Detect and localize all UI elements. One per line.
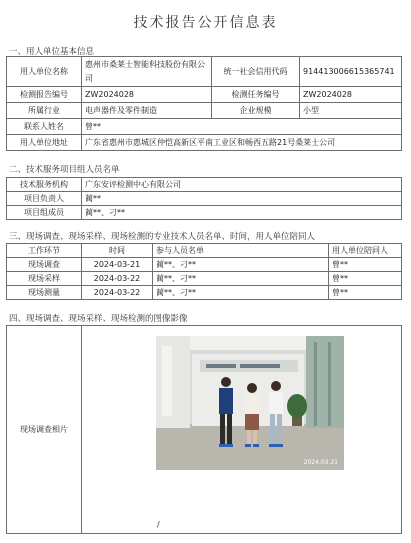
unit-info-table [6, 56, 402, 151]
credit-code-label: 统一社会信用代码 [212, 57, 300, 87]
task-no-label: 检测任务编号 [212, 87, 300, 103]
table-row [7, 286, 402, 300]
report-no-label: 检测报告编号 [7, 87, 82, 103]
scale-value: 小型 [300, 103, 402, 119]
header-people: 参与人员名单 [153, 244, 329, 258]
section-3-heading: 三、现场调查、现场采样、现场检测的专业技术人员名单、时间，用人单位陪同人 [9, 232, 316, 242]
section-1-heading: 一、用人单位基本信息 [9, 47, 95, 57]
project-team-table [6, 177, 402, 220]
members-label: 项目组成员 [7, 206, 82, 220]
row-step: 现场测量 [7, 286, 82, 300]
table-row [7, 272, 402, 286]
header-escort: 用人单位陪同人 [329, 244, 402, 258]
task-no-value: ZW2024028 [300, 87, 402, 103]
table-row [7, 258, 402, 272]
image-table [6, 325, 402, 534]
leader-value: 蔺** [82, 192, 402, 206]
org-value: 广东安评检测中心有限公司 [82, 178, 402, 192]
photo-illustration [156, 336, 344, 470]
unit-name-label: 用人单位名称 [7, 57, 82, 87]
section-2-heading: 二、技术服务项目组人员名单 [9, 165, 120, 175]
row-people: 蔺**、刁** [153, 272, 329, 286]
row-escort: 曾** [329, 272, 402, 286]
row-escort: 曾** [329, 286, 402, 300]
row-date: 2024-03-22 [82, 286, 153, 300]
scale-label: 企业规模 [212, 103, 300, 119]
row-date: 2024-03-21 [82, 258, 153, 272]
header-date: 时间 [82, 244, 153, 258]
onsite-work-table [6, 243, 402, 300]
report-no-value: ZW2024028 [82, 87, 212, 103]
address-value: 广东省惠州市惠城区仲恺高新区平南工业区和畅西五路21号桑莱士公司 [82, 135, 402, 151]
section-4-heading: 四、现场调查、现场采样、现场检测的图像影像 [9, 314, 188, 324]
credit-code-value: 914413006615365741 [300, 57, 402, 87]
row-step: 现场调查 [7, 258, 82, 272]
row-people: 蔺**、刁** [153, 286, 329, 300]
row-date: 2024-03-22 [82, 272, 153, 286]
row-step: 现场采样 [7, 272, 82, 286]
members-value: 蔺**、刁** [82, 206, 402, 220]
org-label: 技术服务机构 [7, 178, 82, 192]
address-label: 用人单位地址 [7, 135, 82, 151]
site-survey-photo [156, 336, 344, 470]
page-title: 技术报告公开信息表 [133, 15, 278, 31]
header-step: 工作环节 [7, 244, 82, 258]
photo-label: 现场调查相片 [7, 326, 82, 534]
photo-cell [82, 326, 402, 534]
contact-label: 联系人姓名 [7, 119, 82, 135]
trailing-mark: / [157, 520, 160, 529]
industry-label: 所属行业 [7, 103, 82, 119]
leader-label: 项目负责人 [7, 192, 82, 206]
unit-name-value: 惠州市桑莱士智能科技股份有限公司 [82, 57, 212, 87]
industry-value: 电声器件及零件制造 [82, 103, 212, 119]
photo-timestamp: 2024.03.21 [303, 459, 338, 466]
row-escort: 曾** [329, 258, 402, 272]
row-people: 蔺**、刁** [153, 258, 329, 272]
contact-value: 曾** [82, 119, 402, 135]
